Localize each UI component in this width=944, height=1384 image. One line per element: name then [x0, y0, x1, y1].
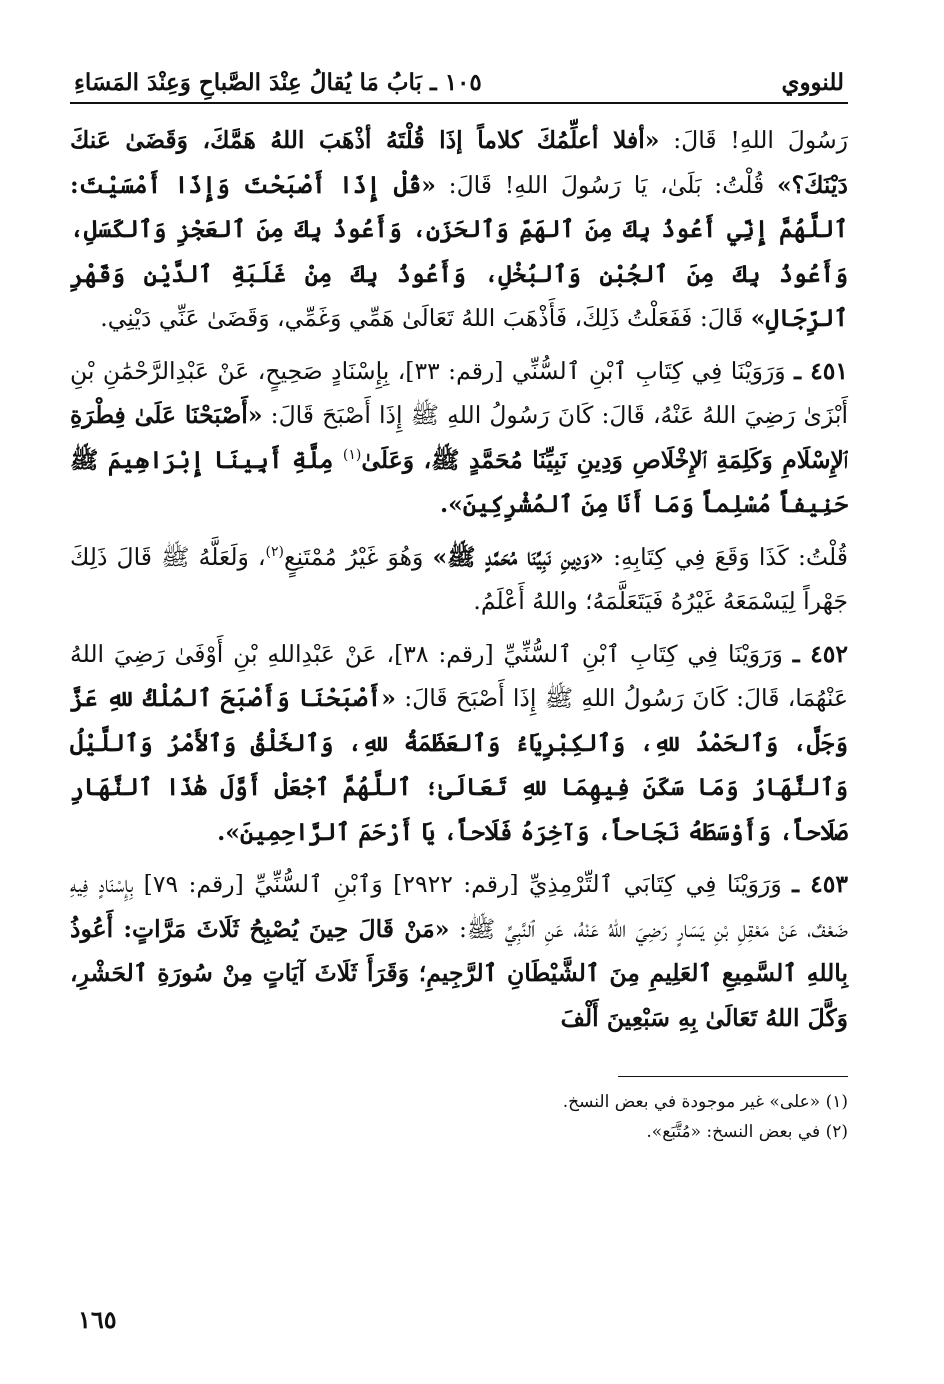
text-run: رَسُولَ اللهِ! قَالَ:	[659, 126, 848, 154]
text-run: وَهُوَ غَيْرُ مُمْتَنِعٍ	[284, 542, 433, 571]
hadith-quote: «أفلا أعلِّمُكَ كلاماً إذَا قُلْتَهُ أذْهَبَ اللهُ هَمَّكَ، وَقَضَىٰ عَنكَ دَيْنَكَ؟»	[70, 126, 849, 199]
book-page	[70, 52, 848, 1364]
footnote-ref[interactable]: (٢)	[265, 543, 285, 560]
footnote-divider	[618, 1076, 848, 1077]
book-author: للنووي	[781, 69, 844, 96]
paragraph-452	[70, 632, 848, 855]
hadith-quote: «أَصْبَحْنَا وَأَصْبَحَ ٱلمُلْكُ للهِ عَزَّ وَجَلَّ، وَٱلحَمْدُ للهِ، وَٱلكِبْرِيَاءُ وَٱلعَظَمَةُ للهِ، وَٱلخَلْقُ وَٱلأَمْرُ وَٱللَّيْلُ وَٱلنَّهَارُ وَمَا سَكَنَ فِيهِمَا للهِ تَعَالَىٰ؛ ٱللَّهُمَّ ٱجْعَلْ أَوَّلَ هَٰذَا ٱلنَّهَارِ صَلَاحاً، وَأَوْسَطَهُ نَجَاحاً، وَآخِرَهُ فَلَاحاً، يَا أَرْحَمَ ٱلرَّاحِمِينَ».	[70, 684, 848, 846]
footnote-2: (٢) في بعض النسخ: «مُتَّبَع».	[646, 1122, 848, 1142]
paragraph-number: ٤٥١ ـ	[794, 356, 848, 385]
footnote-1: (١) «على» غير موجودة في بعض النسخ.	[562, 1092, 848, 1112]
running-head	[70, 52, 848, 104]
paragraph-number: ٤٥٣ ـ	[792, 870, 848, 898]
hadith-quote: «مَنْ قَالَ حِينَ يُصْبِحُ ثَلَاثَ مَرَّاتٍ: أَعُوذُ بِاللهِ ٱلسَّمِيعِ ٱلعَلِيمِ مِنَ ٱلشَّيْطَانِ ٱلرَّجِيمِ؛ وَقَرَأَ ثَلَاثَ آيَاتٍ مِنْ سُورَةِ ٱلحَشْرِ، وَكَّلَ اللهُ تَعَالَىٰ بِهِ سَبْعِينَ أَلْفَ	[70, 914, 848, 1032]
chapter-title: ١٠٥ ـ بَابُ مَا يُقالُ عِنْدَ الصَّباحِ وَعِنْدَ المَسَاءِ	[74, 69, 482, 96]
hadith-quote: مِلَّةِ أَبِينَا إِبْرَاهِيمَ ﷺ حَنِيفاً مُسْلِماً وَمَا أَنَا مِنَ ٱلمُشْرِكِينَ».	[70, 445, 848, 518]
hadith-quote: «قُلْ إِذَا أَصْبَحْتَ وَإِذَا أَمْسَيْتَ: ٱللَّهُمَّ إِنِّي أَعُوذُ بِكَ مِنَ ٱلهَمِّ وَٱلحَزَنِ، وَأَعُوذُ بِكَ مِنَ ٱلعَجْزِ وَٱلكَسَلِ، وَأَعُوذُ بِكَ مِنَ ٱلجُبْنِ وَٱلبُخْلِ، وَأَعُوذُ بِكَ مِنْ غَلَبَةِ ٱلدَّيْنِ وَقَهْرِ ٱلرِّجَالِ»	[70, 170, 848, 332]
paragraph-453	[70, 862, 848, 1040]
footnotes	[70, 1087, 848, 1147]
body-text	[70, 118, 848, 1040]
text-run: وَرَوَيْنَا فِي كِتَابِ ٱبْنِ ٱلسُّنِّي [رقم: ٣٣]، بِإِسْنَادٍ صَحِيحٍ، عَنْ عَبْدِالرَّحْمَٰنِ بْنِ أَبْزَىٰ رَضِيَ اللهُ عَنْهُ، قَالَ: كَانَ رَسُولُ اللهِ ﷺ إِذَا أَصْبَحَ قَالَ:	[70, 356, 848, 429]
footnote-ref[interactable]: (١)	[342, 446, 362, 463]
paragraph-451	[70, 349, 848, 527]
text-run: قَالَ: فَفَعَلْتُ ذَلِكَ، فَأَذْهَبَ اللهُ تَعَالَىٰ هَمِّي وَغَمِّي، وَقَضَىٰ عَنِّي دَيْنِي.	[100, 304, 751, 332]
text-run: وَرَوَيْنَا فِي كِتَابَي ٱلتِّرْمِذِيِّ [رقم: ٢٩٢٢] وَٱبْنِ ٱلسُّنِّيِّ [رقم: ٧٩] بِإِسْنَادٍ فِيهِ ضَعْفٌ، عَنْ مَعْقِلِ بْنِ يَسَارٍ رَضِيَ اللهُ عَنْهُ، عَنِ ٱلنَّبِيِّ ﷺ:	[70, 870, 848, 943]
hadith-quote: «أَصْبَحْنَا عَلَىٰ فِطْرَةِ ٱلإِسْلَامِ وَكَلِمَةِ ٱلإِخْلَاصِ وَدِينِ نَبِيِّنَا مُحَمَّدٍ ﷺ، وَعَلَىٰ	[70, 401, 848, 474]
page-number: ١٦٥	[78, 1305, 117, 1334]
text-run: قُلْتُ: كَذَا وَقَعَ فِي كِتَابِهِ:	[603, 542, 848, 571]
text-run: قُلْتُ: بَلَىٰ، يَا رَسُولَ اللهِ! قَالَ:	[436, 170, 777, 199]
paragraph-continuation	[70, 118, 848, 341]
paragraph-note	[70, 535, 848, 624]
paragraph-number: ٤٥٢ ـ	[792, 639, 848, 668]
hadith-quote: «وَدِينِ نَبِيِّنَا مُحَمَّدٍ ﷺ»	[432, 542, 604, 571]
text-run: وَرَوَيْنَا فِي كِتَابِ ٱبْنِ ٱلسُّنِّيِّ [رقم: ٣٨]، عَنْ عَبْدِاللهِ بْنِ أَوْفَىٰ رَضِيَ اللهُ عَنْهُمَا، قَالَ: كَانَ رَسُولُ اللهِ ﷺ إِذَا أَصْبَحَ قَالَ:	[70, 639, 848, 712]
text-run: ، وَلَعَلَّهُ ﷺ قَالَ ذَلِكَ جَهْراً لِيَسْمَعَهُ غَيْرُهُ فَيَتَعَلَّمَهُ؛ واللهُ أَعْلَمُ.	[70, 542, 848, 615]
